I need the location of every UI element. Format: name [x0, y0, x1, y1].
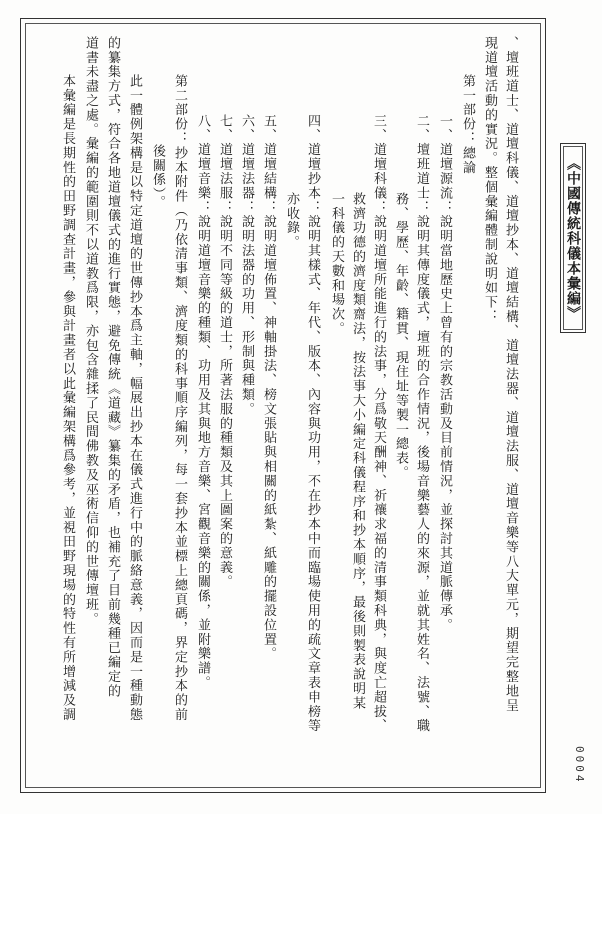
- text-column: 一、道壇源流：說明當地歷史上曾有的宗教活動及目前情況，並探討其道脈傳承。: [437, 114, 452, 633]
- text-column: 亦收錄。: [284, 192, 299, 250]
- text-column: 務、學歷、年齡、籍貫、現住址等製一總表。: [393, 192, 408, 480]
- series-title-box: [560, 143, 586, 333]
- text-column: 此一體例架構是以特定道壇的世傳抄本爲主軸，幅展出抄本在儀式進行中的脈絡意義，因而是一種動態: [127, 74, 142, 722]
- text-column: 六、道壇法器：說明法器的功用、形制與種類。: [239, 114, 254, 417]
- text-column: 現道壇活動的實況。整個彙編體制說明如下：: [482, 36, 497, 324]
- text-column: 救濟功德的濟度類齋法，按法事大小編定科儀程序和抄本順序，最後則製表說明某: [350, 192, 365, 711]
- page-number: 0004: [573, 746, 586, 785]
- text-column: 的纂集方式，符合各地道壇儀式的進行實態，避免傳統《道藏》纂集的矛盾，也補充了目前幾種已編定的: [105, 36, 120, 699]
- text-column: 五、道壇結構：說明道壇佈置、神軸掛法、榜文張貼與相關的紙紮、紙雕的擺設位置。: [261, 114, 276, 662]
- series-title: 《中國傳統科儀本彙編》: [565, 155, 581, 321]
- text-column: 後關係）。: [150, 144, 165, 210]
- text-column: 道書未盡之處。彙編的範圍則不以道教爲限，亦包含雜揉了民間佛教及巫術信仰的世傳壇班。: [83, 36, 98, 627]
- text-column: 三、道壇科儀：說明道壇所能進行的法事，分爲敬天酬神、祈禳求福的清事類科典，與度亡超拔、: [371, 114, 386, 734]
- body-text: [48, 36, 518, 774]
- section-heading: 第二部份：抄本附件（乃依清事類、濟度類的科事順序編列，每一套抄本並標上總頁碼，界定抄本的前: [172, 74, 187, 722]
- text-column: 八、道壇音樂：說明道壇音樂的種類、功用及其與地方音樂、宮觀音樂的關係，並附樂譜。: [195, 114, 210, 690]
- text-column: 本彙編是長期性的田野調查計畫，參與計畫者以此彙編架構爲參考，並視田野現場的特性有所增減及調: [60, 74, 75, 722]
- text-column: 四、道壇抄本：說明其樣式、年代、版本、內容與功用，不在抄本中而臨場使用的疏文章表申榜等: [305, 114, 320, 734]
- text-column: 七、道壇法服：說明不同等級的道士，所著法服的種類及其上圖案的意義。: [217, 114, 232, 590]
- text-column: 二、壇班道士：說明其傳度儀式，壇班的合作情況，後場音樂藝人的來源，並就其姓名、法號、職: [414, 114, 429, 734]
- text-column: 、壇班道士、道壇科儀、道壇抄本、道壇結構、道壇法器、道壇法服、道壇音樂等八大單元，期望完整地呈: [503, 36, 518, 713]
- section-heading: 第一部份：總論: [460, 74, 475, 175]
- text-column: 一科儀的天數和場次。: [329, 192, 344, 336]
